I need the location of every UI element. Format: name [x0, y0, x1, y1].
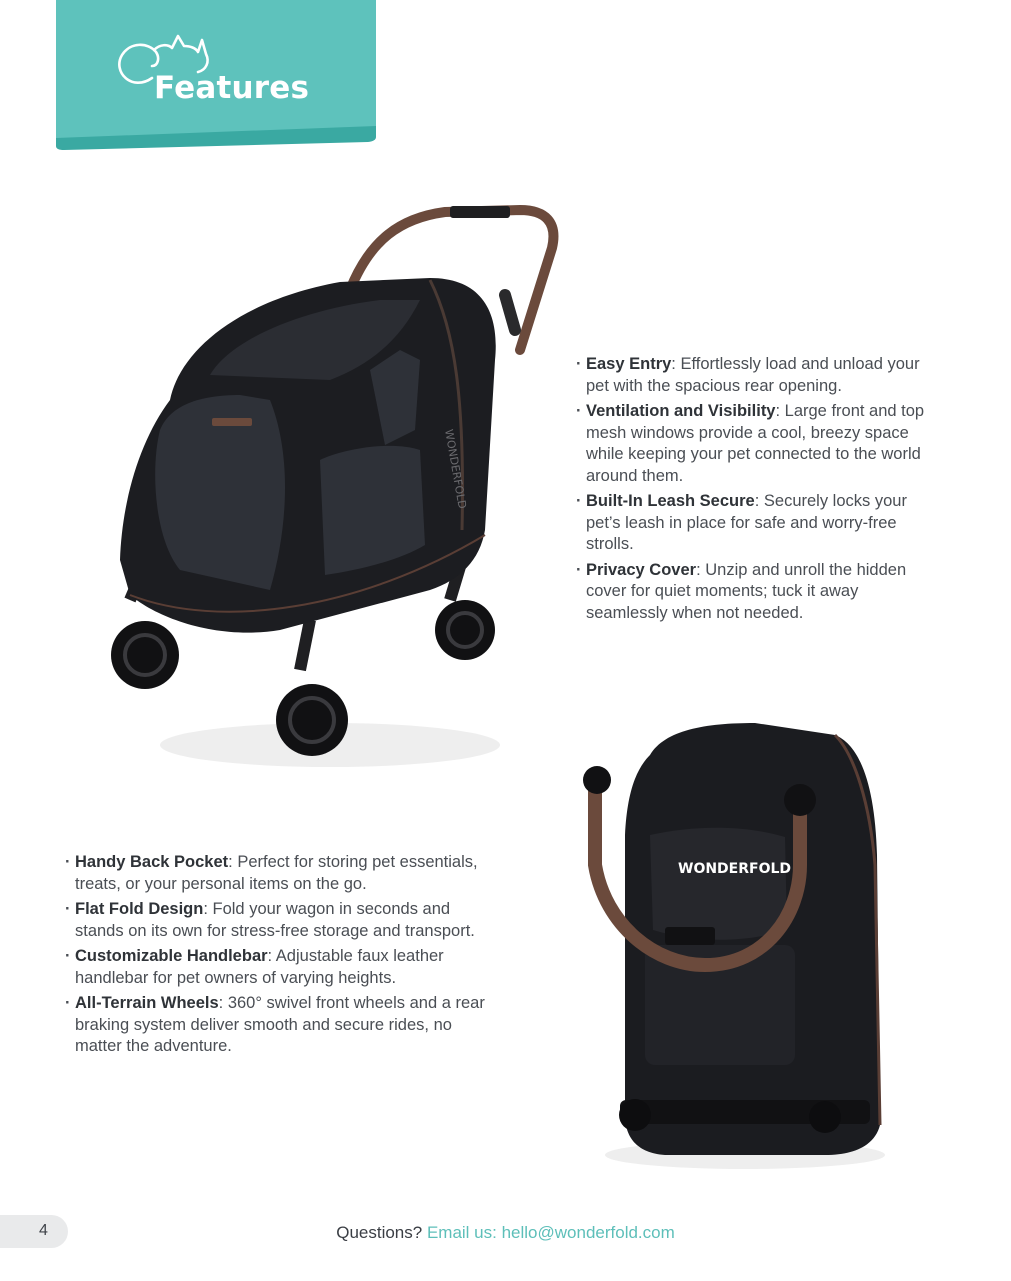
page-number: 4	[39, 1222, 48, 1239]
stroller-image	[100, 200, 570, 780]
feature-item	[576, 560, 936, 625]
feature-name: Flat Fold Design	[75, 900, 204, 918]
footer-contact	[0, 1223, 1011, 1243]
feature-desc: : Large front and top mesh windows provide a cool, breezy space while keeping your pet connected to the world around them.	[586, 402, 925, 485]
stroller-brand-text: WONDERFOLD	[442, 428, 469, 510]
features-banner	[56, 0, 376, 150]
feature-item	[65, 946, 485, 989]
feature-item	[576, 354, 936, 397]
page-title: Features	[154, 70, 310, 106]
features-list-bottom	[65, 852, 485, 1062]
features-list-top	[576, 354, 936, 628]
feature-desc: : Fold your wagon in seconds and stands on its own for stress-free storage and transport.	[75, 900, 475, 940]
feature-item	[65, 993, 485, 1058]
feature-item	[576, 491, 936, 556]
email-link[interactable]: Email us: hello@wonderfold.com	[426, 1223, 675, 1242]
footer-question: Questions?	[336, 1223, 423, 1242]
feature-name: Privacy Cover	[586, 560, 697, 579]
feature-name: Easy Entry	[586, 355, 672, 373]
feature-name: Ventilation and Visibility	[586, 402, 776, 420]
feature-desc: : Securely locks your pet’s leash in place for safe and worry-free strolls.	[586, 492, 907, 553]
feature-name: Built-In Leash Secure	[586, 492, 755, 510]
feature-desc: : Unzip and unroll the hidden cover for quiet moments; tuck it away seamlessly when not needed.	[586, 560, 907, 622]
folded-brand-text: WONDERFOLD	[678, 861, 792, 877]
feature-item	[576, 401, 936, 487]
feature-desc: : 360° swivel front wheels and a rear braking system deliver smooth and secure rides, no matter the adventure.	[75, 994, 485, 1055]
feature-name: Customizable Handlebar	[75, 947, 268, 965]
feature-name: All-Terrain Wheels	[75, 994, 219, 1012]
folded-stroller-image	[575, 715, 895, 1175]
feature-desc: : Effortlessly load and unload your pet with the spacious rear opening.	[586, 355, 920, 395]
feature-item	[65, 852, 485, 895]
feature-desc: : Adjustable faux leather handlebar for pet owners of varying heights.	[75, 947, 444, 987]
feature-desc: : Perfect for storing pet essentials, treats, or your personal items on the go.	[75, 853, 478, 893]
feature-name: Handy Back Pocket	[75, 853, 229, 871]
feature-item	[65, 899, 485, 942]
